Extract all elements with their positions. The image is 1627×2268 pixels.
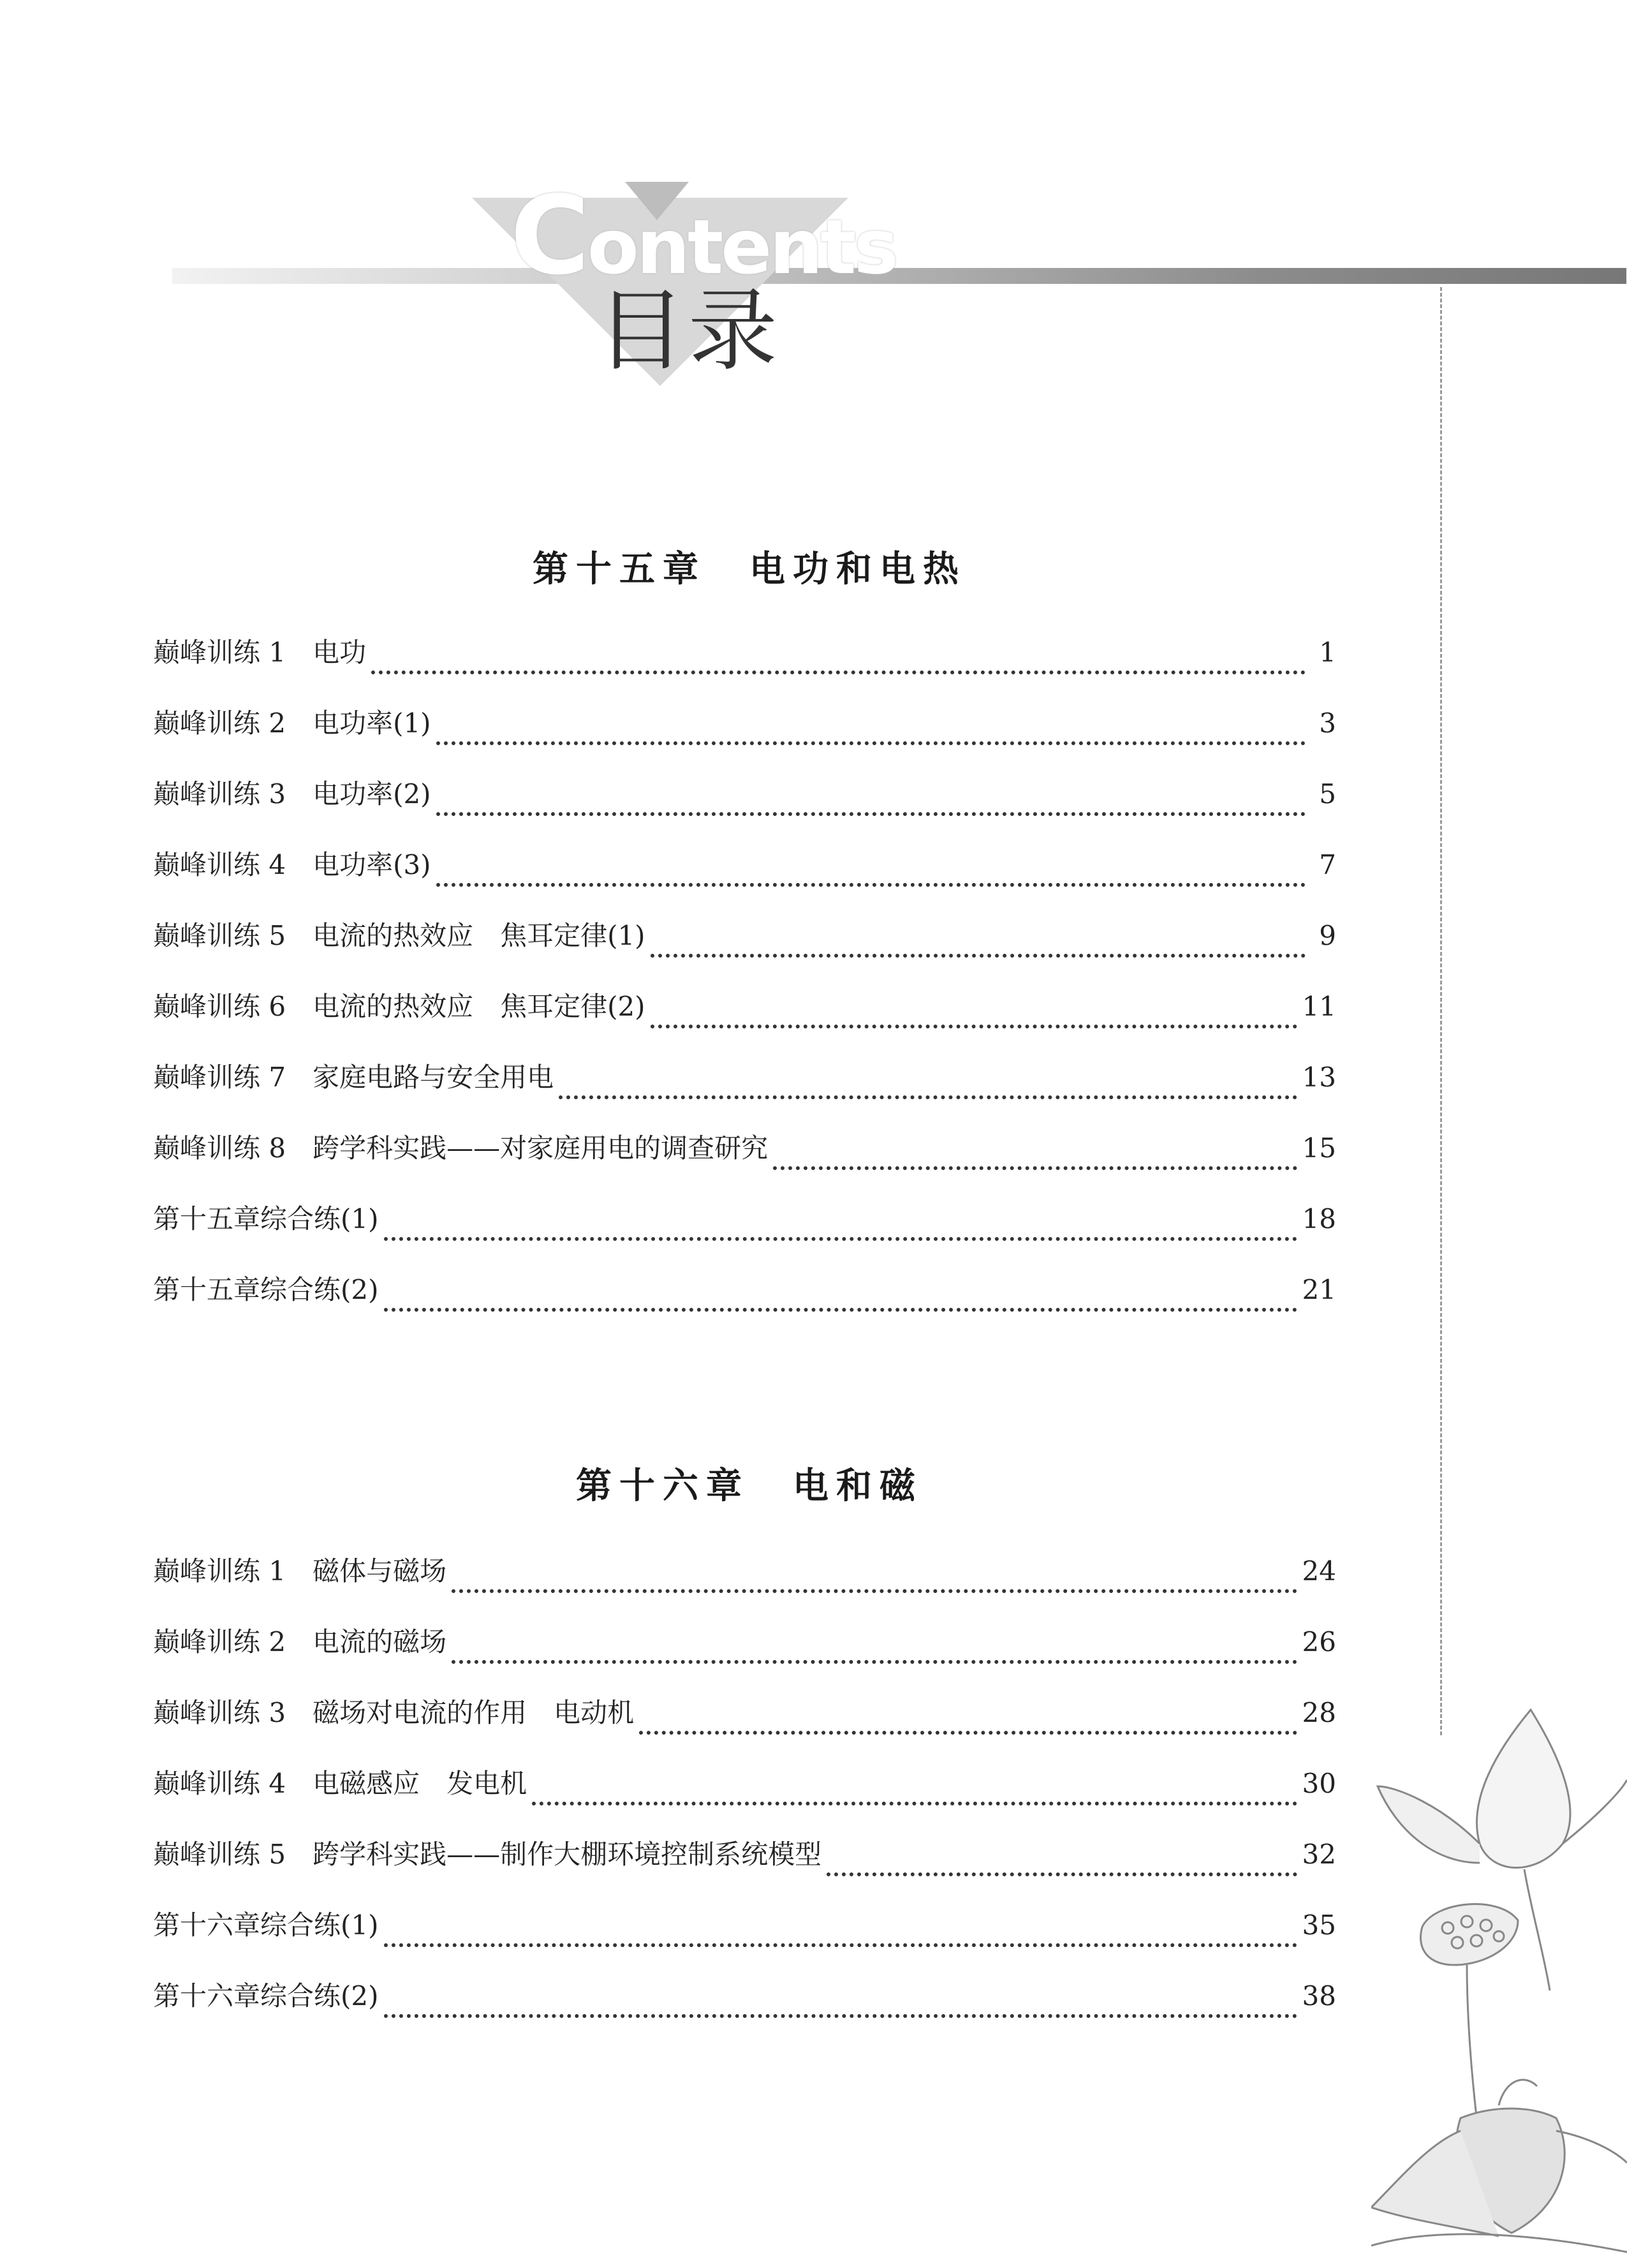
toc-entry-label: 巅峰训练 4 电功率(3) [153,849,431,880]
vertical-dashed-divider [1440,287,1442,1735]
dot-leader [827,1872,1297,1876]
toc-page-number: 11 [1302,991,1336,1022]
dot-leader [384,2014,1297,2018]
toc-entry[interactable] [153,1763,1336,1834]
toc-page-number: 28 [1302,1697,1336,1728]
toc-entry-label: 巅峰训练 7 家庭电路与安全用电 [153,1062,554,1093]
toc-entry[interactable] [153,1834,1336,1904]
toc-entry-label: 巅峰训练 3 磁场对电流的作用 电动机 [153,1697,635,1728]
chapter-heading: 第十六章 电和磁 [576,1465,923,1507]
toc-entry-label: 第十五章综合练(2) [153,1274,379,1305]
toc-entry[interactable] [153,1904,1336,1975]
toc-page-number: 24 [1302,1555,1336,1587]
toc-entry-label: 巅峰训练 1 电功 [153,637,367,668]
toc-page-number: 5 [1319,778,1336,810]
toc-entry-label: 第十五章综合练(1) [153,1203,379,1234]
toc-entry[interactable] [153,1975,1336,2046]
dot-leader [436,812,1306,816]
contents-wordmark: Contents [510,173,896,299]
dot-leader [371,671,1306,674]
toc-entry[interactable] [153,1550,1336,1621]
toc-entry-label: 巅峰训练 5 电流的热效应 焦耳定律(1) [153,920,645,951]
dot-leader [384,1943,1297,1947]
toc-entry-label: 巅峰训练 2 电功率(1) [153,708,431,739]
toc-entry[interactable] [153,773,1336,844]
toc-entry[interactable] [153,1127,1336,1198]
dot-leader [452,1660,1297,1664]
toc-page-number: 15 [1302,1132,1336,1164]
toc-page-number: 21 [1302,1274,1336,1305]
dot-leader [436,741,1306,745]
dot-leader [639,1731,1297,1735]
toc-entry-label: 第十六章综合练(1) [153,1909,379,1941]
toc-entry[interactable] [153,1056,1336,1127]
toc-page-number: 32 [1302,1839,1336,1870]
toc-page-number: 38 [1302,1980,1336,2012]
chapter-heading: 第十五章 电功和电热 [533,548,966,590]
toc-entry-label: 巅峰训练 8 跨学科实践——对家庭用电的调查研究 [153,1132,769,1164]
dot-leader [651,954,1306,958]
dot-leader [773,1166,1297,1170]
toc-list-chapter-16 [153,1550,1336,2046]
toc-entry[interactable] [153,1692,1336,1763]
toc-entry-label: 第十六章综合练(2) [153,1980,379,2012]
lotus-illustration [1371,1697,1627,2268]
toc-entry[interactable] [153,1621,1336,1692]
toc-entry[interactable] [153,1198,1336,1269]
toc-entry[interactable] [153,1269,1336,1340]
toc-entry-label: 巅峰训练 5 跨学科实践——制作大棚环境控制系统模型 [153,1839,822,1870]
toc-page-number: 9 [1319,920,1336,951]
dot-leader [651,1025,1297,1028]
toc-page-number: 35 [1302,1909,1336,1941]
header-gradient-bar [172,268,1626,284]
toc-entry[interactable] [153,915,1336,986]
dot-leader [532,1802,1297,1805]
toc-entry-label: 巅峰训练 6 电流的热效应 焦耳定律(2) [153,991,645,1022]
toc-page-number: 30 [1302,1768,1336,1799]
toc-entry-label: 巅峰训练 4 电磁感应 发电机 [153,1768,527,1799]
toc-page-number: 1 [1319,637,1336,668]
dot-leader [384,1308,1297,1312]
toc-page-number: 26 [1302,1626,1336,1657]
toc-page-number: 18 [1302,1203,1336,1234]
page-title: 目录 [596,279,781,383]
toc-page-number: 3 [1319,708,1336,739]
toc-entry[interactable] [153,844,1336,915]
toc-entry-label: 巅峰训练 3 电功率(2) [153,778,431,810]
toc-entry[interactable] [153,986,1336,1056]
toc-page-number: 13 [1302,1062,1336,1093]
toc-entry[interactable] [153,702,1336,773]
toc-page-number: 7 [1319,849,1336,880]
dot-leader [384,1237,1297,1241]
dot-leader [436,883,1306,887]
toc-list-chapter-15 [153,632,1336,1340]
toc-entry[interactable] [153,632,1336,702]
dot-leader [452,1589,1297,1593]
toc-entry-label: 巅峰训练 1 磁体与磁场 [153,1555,447,1587]
toc-entry-label: 巅峰训练 2 电流的磁场 [153,1626,447,1657]
dot-leader [559,1095,1297,1099]
